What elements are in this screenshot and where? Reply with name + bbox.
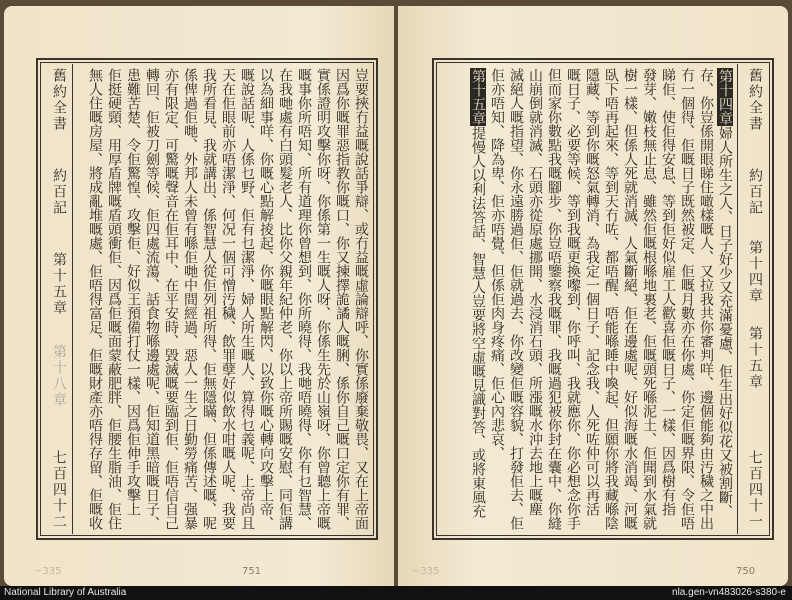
text-column (715, 68, 734, 530)
text-column (313, 68, 332, 530)
left-page-frame (36, 58, 378, 540)
text-column (563, 68, 582, 530)
column-text: 但而家你數點我嘅腳步、你豈唔鑒察我嘅罪、我嘅過犯被你封在囊中、你縫 (546, 68, 562, 530)
text-column (487, 68, 506, 530)
column-text: 係俾過佢哋、外邦人未曾有喺佢哋中間經過、惡人一生之日勤勞痛苦、强暴 (182, 68, 198, 530)
column-text: 山崩倒就消滅、石頭亦從原處挪開、水浸消石頭、所漲嘅水沖去地上嘅塵 (527, 68, 543, 516)
left-page-text (76, 68, 370, 530)
left-page-stamp: 751 (242, 566, 262, 577)
text-column (351, 68, 370, 530)
left-page-rail (42, 64, 73, 534)
rail-faint-chapter: 第十八章 (51, 344, 67, 408)
text-column (620, 68, 639, 530)
right-ghost-stamp: ~335 (412, 566, 440, 577)
column-text: 嘅日子、必要等候、等到我嘅更換嚟到、你呼叫、我就應你、你必想念你手 (565, 68, 581, 530)
text-column (218, 68, 237, 530)
text-column (256, 68, 275, 530)
column-text: 以為細事咩、你嘅心點解掕起、你嘅眼點解閃、以致你嘅心轉向攻擊上帝、 (258, 68, 274, 530)
text-column (104, 68, 123, 530)
rail-chapter-a: 第十四章 (747, 240, 763, 304)
text-column (506, 68, 525, 530)
footer-library-name: National Library of Australia (4, 587, 127, 598)
column-text: 亦有限定、可驚嘅聲音在佢耳中、在平安時、毀滅嘅要臨到佢、佢唔信自己 (163, 68, 179, 530)
column-text: 存、你豈係開眼睇住噉樣嘅人、又拉我共你審判咩、邊個能夠由汚穢之中出 (698, 68, 714, 530)
text-column (275, 68, 294, 530)
column-text: 佢挺硬頸、用厚盾牌嘅盾頭衝佢、因爲佢嘅面蒙蔽肥胖、佢腰生脂油、佢住 (106, 68, 122, 530)
rail-book-title: 約百記 (51, 168, 67, 216)
column-text: 提慢人以利法答話、智慧人豈要將空虛嘅見識對答、或將東風充 (470, 126, 486, 518)
rail-book-title: 約百記 (747, 168, 763, 216)
text-column (142, 68, 161, 530)
right-page-stamp: 750 (736, 566, 756, 577)
right-page-text (440, 68, 734, 530)
text-column (696, 68, 715, 530)
column-text: 嘅事你所唔知、所有道理你曾想到、你所曉得、我哋唔曉得、你有乜智慧、 (296, 68, 312, 530)
rail-collection-title: 舊約全書 (51, 68, 67, 132)
text-column (85, 68, 104, 530)
text-column (544, 68, 563, 530)
column-text: 發芽、嫩枝無止息、雖然佢嘅根喺地裏老、佢嘅頭死喺泥土、佢聞到水氣就 (641, 68, 657, 530)
left-page (4, 6, 394, 586)
column-text: 臥下唔再起來、等到天冇咗、都唔醒、唔能喺睡中喚起、但願你將我藏喺陰 (603, 68, 619, 530)
text-column (332, 68, 351, 530)
column-text: 患難苦楚、令佢驚惶、攻擊佢、好似王預備打仗一樣、因爲佢伸手攻擊上 (125, 68, 141, 516)
column-text: 天在佢眼前亦唔潔淨、何况一個可憎汚穢、飲罪孽好似飲水咁嘅人呢、我要 (220, 68, 236, 530)
text-column (468, 68, 487, 530)
column-text: 在我哋處有白頭髮老人、比你父親年紀仲老、你以上帝所賜嘅安慰、同佢講 (277, 68, 293, 530)
column-text: 我所看見、我就講出、係智慧人從佢列祖所得、佢無隱瞞、但係傳述嘅、呢 (201, 68, 217, 530)
text-column (639, 68, 658, 530)
rail-chapter-b: 第十五章 (747, 326, 763, 390)
text-column (199, 68, 218, 530)
rail-page-number: 七百四十二 (51, 450, 67, 530)
column-text: 樹一樣、但係人死就消滅、人氣斷絕、佢在邊處呢、好似海嘅水消竭、河嘅 (622, 68, 638, 530)
text-column (658, 68, 677, 530)
text-column (294, 68, 313, 530)
right-page-frame (432, 58, 774, 540)
left-ghost-stamp: ~335 (34, 566, 62, 577)
chapter-marker: 第十五章 (470, 69, 486, 125)
rail-chapter: 第十五章 (51, 252, 67, 316)
column-text: 實係證明攻擊你呀、你係第一生嘅人呀、你係生先於山嶺呀、你曾聽上帝嘅 (315, 68, 331, 530)
text-column (180, 68, 199, 530)
column-text: 無人住嘅房屋、將成亂堆嘅處、佢唔得富足、佢嘅財產亦唔得存留、佢嘅收 (87, 68, 103, 530)
column-text: 因爲你嘅罪惡指教你嘅口、你又揀擇詭譎人嘅脷、係你自己嘅口定你有罪、 (334, 68, 350, 530)
column-text: 冇一個得、佢嘅日子既然被定、佢嘅月數亦在你處、你定佢嘅界限、令佢唔 (679, 68, 695, 530)
column-text: 嘅說話呢、人係乜野、佢有乜潔淨、婦人所生嘅人、算得乜義呢、上帝尚且 (239, 68, 255, 530)
column-text: 轉回、佢被刀劍等候、佢四處流蕩、話食物喺邊處呢、佢知道黑暗嘅日子、 (144, 68, 160, 530)
column-text: 睇佢、使佢得安息、等到佢好似雇工人歡喜佢嘅日子、一樣、因爲樹有指 (660, 68, 676, 516)
column-text: 隱藏、等到你嘅怒氣轉消、為我定一個日子、記念我、人死咗仲可以再活 (584, 68, 600, 516)
column-text: 佢亦唔知、降為卑、佢亦唔覺、但係佢肉身疼痛、佢心內悲哀、 (489, 68, 505, 460)
rail-collection-title: 舊約全書 (747, 68, 763, 132)
right-page-rail (737, 64, 768, 534)
text-column (582, 68, 601, 530)
column-text: 婦人所生之人、日子好少又充滿憂慮、佢生出好似花又被割斷、 (717, 126, 733, 518)
text-column (123, 68, 142, 530)
column-text: 滅絕人嘅指望、你永遠勝過佢、佢就過去、你改變佢嘅容貌、打發佢去、佢 (508, 68, 524, 530)
text-column (525, 68, 544, 530)
rail-page-number: 七百四十一 (747, 450, 763, 530)
text-column (161, 68, 180, 530)
footer-bar (0, 586, 792, 600)
footer-record-id: nla.gen-vn483026-s380-e (672, 587, 786, 598)
text-column (677, 68, 696, 530)
chapter-marker: 第十四章 (717, 69, 733, 125)
right-page (398, 6, 788, 586)
column-text: 豈要挾冇益嘅說話爭辯、或冇益嘅虛論辯呼、你實係廢棄敬畏、又在上帝面 (353, 68, 369, 530)
text-column (237, 68, 256, 530)
text-column (601, 68, 620, 530)
